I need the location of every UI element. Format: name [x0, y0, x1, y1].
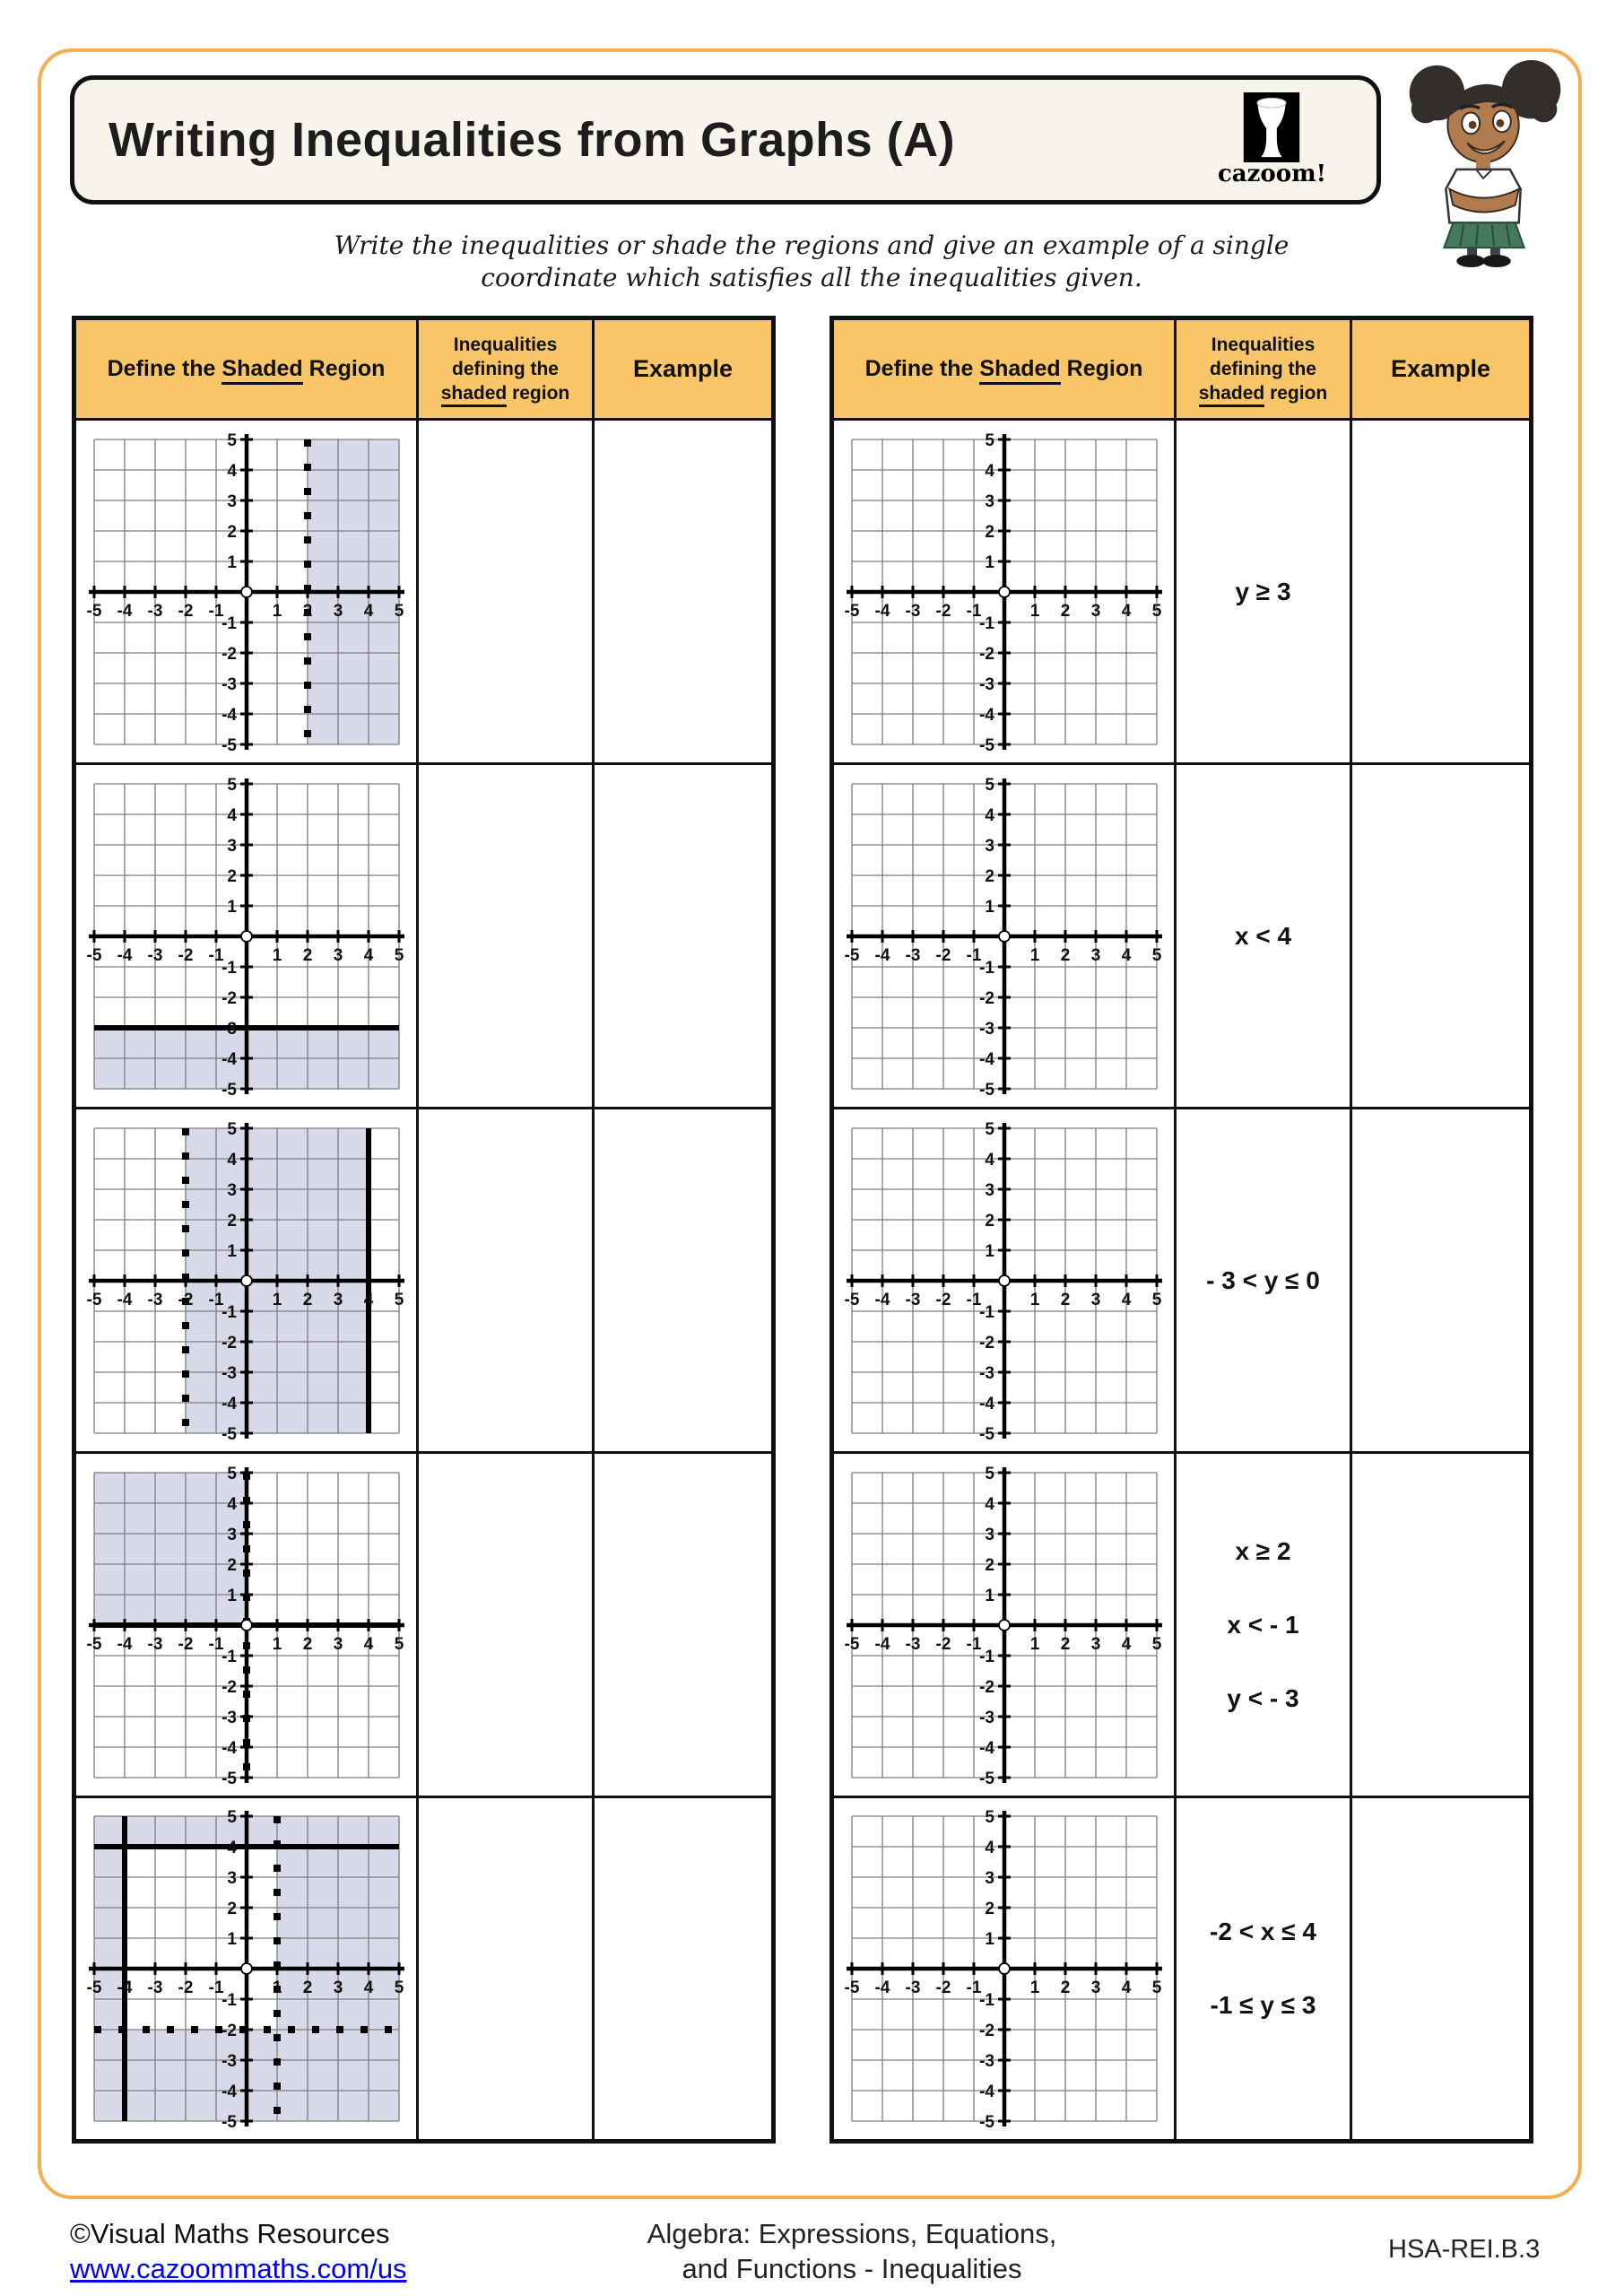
svg-text:-2: -2 — [978, 2022, 994, 2040]
header-inequalities: Inequalities defining the shaded region — [418, 318, 594, 420]
svg-text:-4: -4 — [221, 2083, 237, 2101]
svg-text:4: 4 — [363, 1290, 373, 1309]
svg-text:2: 2 — [984, 1211, 994, 1231]
svg-text:4: 4 — [1121, 601, 1131, 621]
answer-cell-inequalities — [418, 1453, 594, 1797]
svg-text:-1: -1 — [978, 1647, 994, 1666]
right-worksheet-table — [829, 316, 1533, 2144]
answer-cell-example — [594, 764, 774, 1109]
svg-text:4: 4 — [984, 461, 994, 481]
svg-text:3: 3 — [333, 1290, 343, 1309]
svg-text:2: 2 — [1060, 1634, 1070, 1654]
svg-text:-1: -1 — [221, 1991, 237, 2010]
svg-text:3: 3 — [984, 1869, 994, 1888]
answer-cell-example — [594, 1453, 774, 1797]
svg-text:3: 3 — [984, 836, 994, 856]
svg-text:5: 5 — [984, 1808, 994, 1827]
svg-text:-1: -1 — [221, 613, 237, 633]
svg-text:3: 3 — [333, 1634, 343, 1654]
svg-text:-4: -4 — [117, 1634, 132, 1654]
svg-text:-4: -4 — [117, 601, 132, 621]
svg-text:2: 2 — [302, 945, 312, 965]
svg-text:2: 2 — [1060, 1290, 1070, 1309]
footer-topic-block — [556, 2217, 1148, 2287]
svg-text:-5: -5 — [86, 1634, 101, 1654]
svg-text:4: 4 — [1121, 1290, 1131, 1309]
svg-text:4: 4 — [1121, 1634, 1131, 1654]
svg-text:-5: -5 — [844, 1979, 859, 1997]
svg-text:-3: -3 — [978, 1363, 994, 1383]
svg-text:-3: -3 — [221, 1363, 237, 1383]
svg-text:-1: -1 — [221, 958, 237, 978]
svg-text:3: 3 — [1090, 601, 1100, 621]
svg-text:2: 2 — [226, 1211, 237, 1231]
svg-text:1: 1 — [272, 1979, 282, 1997]
inequality-text: -1 ≤ y ≤ 3 — [1210, 1991, 1316, 2019]
inequality-text: x < 4 — [1234, 921, 1292, 950]
answer-cell-inequalities — [418, 420, 594, 764]
svg-text:-5: -5 — [844, 1634, 859, 1654]
given-inequalities — [1177, 1537, 1350, 1713]
svg-text:-3: -3 — [147, 945, 162, 965]
given-inequalities — [1177, 578, 1350, 606]
svg-text:4: 4 — [363, 945, 373, 965]
svg-text:-3: -3 — [221, 2052, 237, 2071]
svg-text:-3: -3 — [905, 601, 920, 621]
svg-text:-2: -2 — [178, 1634, 193, 1654]
svg-text:-3: -3 — [147, 1634, 162, 1654]
svg-text:-5: -5 — [86, 601, 101, 621]
svg-text:-4: -4 — [221, 1738, 237, 1758]
svg-text:-1: -1 — [978, 1991, 994, 2010]
svg-text:-2: -2 — [978, 644, 994, 664]
svg-text:4: 4 — [984, 1839, 994, 1857]
svg-text:1: 1 — [1029, 945, 1039, 965]
given-inequalities — [1177, 1266, 1350, 1295]
answer-cell-example — [594, 420, 774, 764]
svg-text:-2: -2 — [221, 644, 237, 664]
answer-cell-inequalities — [418, 1797, 594, 2142]
svg-text:-1: -1 — [208, 1290, 223, 1309]
answer-cell-example — [594, 1109, 774, 1453]
svg-text:-3: -3 — [147, 601, 162, 621]
svg-text:1: 1 — [272, 945, 282, 965]
svg-text:-5: -5 — [221, 735, 237, 755]
svg-text:2: 2 — [1060, 945, 1070, 965]
svg-text:-2: -2 — [935, 1634, 951, 1654]
topic-line-1: Algebra: Expressions, Equations, — [647, 2218, 1057, 2249]
shaded-region-graph — [82, 1460, 412, 1790]
copyright-text: ©Visual Maths Resources — [70, 2218, 390, 2249]
svg-text:5: 5 — [984, 430, 994, 450]
svg-text:2: 2 — [226, 1555, 237, 1575]
svg-text:-4: -4 — [117, 945, 132, 965]
svg-text:2: 2 — [984, 866, 994, 886]
student-character-illustration — [1392, 54, 1584, 267]
svg-text:3: 3 — [984, 1525, 994, 1544]
svg-text:5: 5 — [394, 945, 404, 965]
svg-text:5: 5 — [226, 775, 237, 795]
svg-text:3: 3 — [984, 491, 994, 511]
svg-text:-3: -3 — [147, 1979, 162, 1997]
svg-text:-4: -4 — [874, 601, 890, 621]
svg-text:4: 4 — [1121, 1979, 1131, 1997]
website-link[interactable]: www.cazoommaths.com/us — [70, 2252, 407, 2284]
svg-text:1: 1 — [984, 897, 994, 917]
svg-text:-5: -5 — [978, 2113, 994, 2132]
svg-text:5: 5 — [226, 430, 237, 450]
shaded-region-graph — [82, 1116, 412, 1446]
standard-code: HSA-REI.B.3 — [1388, 2235, 1541, 2264]
svg-text:3: 3 — [1090, 1290, 1100, 1309]
svg-text:4: 4 — [984, 1494, 994, 1514]
svg-text:2: 2 — [302, 1979, 312, 1997]
svg-text:-4: -4 — [874, 1979, 890, 1997]
svg-text:4: 4 — [984, 805, 994, 825]
svg-text:5: 5 — [1151, 1290, 1161, 1309]
svg-text:-5: -5 — [221, 1769, 237, 1788]
svg-text:2: 2 — [984, 1555, 994, 1575]
answer-cell-example — [1351, 1109, 1532, 1453]
svg-text:-2: -2 — [178, 1979, 193, 1997]
svg-text:-5: -5 — [978, 1080, 994, 1100]
inequality-text: y < - 3 — [1227, 1683, 1299, 1712]
svg-text:-3: -3 — [978, 2052, 994, 2071]
svg-text:1: 1 — [226, 1241, 237, 1261]
header-define-shaded-region: Define the Shaded Region — [832, 318, 1176, 420]
svg-text:4: 4 — [226, 1150, 237, 1170]
svg-text:1: 1 — [226, 552, 237, 572]
shaded-region-graph — [82, 771, 412, 1101]
svg-text:-3: -3 — [147, 1290, 162, 1309]
svg-text:1: 1 — [1029, 601, 1039, 621]
svg-text:-5: -5 — [844, 601, 859, 621]
svg-text:-2: -2 — [178, 945, 193, 965]
svg-text:1: 1 — [984, 1241, 994, 1261]
svg-text:-5: -5 — [221, 1424, 237, 1444]
svg-text:-3: -3 — [221, 1019, 237, 1039]
svg-text:4: 4 — [984, 1150, 994, 1170]
svg-text:5: 5 — [394, 1979, 404, 1997]
svg-text:5: 5 — [226, 1119, 237, 1139]
blank-graph — [839, 1116, 1169, 1446]
left-worksheet-table — [72, 316, 776, 2144]
svg-text:-2: -2 — [221, 988, 237, 1008]
svg-text:4: 4 — [363, 601, 373, 621]
svg-text:-1: -1 — [966, 601, 981, 621]
answer-cell-inequalities — [418, 1109, 594, 1453]
svg-text:-3: -3 — [905, 1634, 920, 1654]
svg-text:-4: -4 — [978, 1394, 994, 1413]
svg-text:-4: -4 — [874, 1290, 890, 1309]
svg-text:2: 2 — [1060, 1979, 1070, 1997]
svg-text:3: 3 — [226, 491, 237, 511]
svg-text:-1: -1 — [208, 1634, 223, 1654]
svg-text:-1: -1 — [978, 1302, 994, 1322]
svg-text:5: 5 — [1151, 1634, 1161, 1654]
svg-text:-4: -4 — [978, 1049, 994, 1069]
svg-text:-4: -4 — [221, 1394, 237, 1413]
svg-text:-2: -2 — [178, 601, 193, 621]
instruction-line-1: Write the inequalities or shade the regions and give an example of a single — [334, 230, 1290, 260]
svg-text:2: 2 — [984, 522, 994, 542]
svg-text:-2: -2 — [221, 1333, 237, 1352]
header-define-shaded-region: Define the Shaded Region — [74, 318, 418, 420]
instruction-line-2: coordinate which satisfies all the inequalities given. — [481, 263, 1142, 293]
header-inequalities: Inequalities defining the shaded region — [1176, 318, 1351, 420]
svg-text:-4: -4 — [978, 705, 994, 725]
given-inequalities — [1177, 1918, 1350, 2020]
answer-cell-example — [1351, 1453, 1532, 1797]
svg-text:-1: -1 — [208, 945, 223, 965]
svg-text:3: 3 — [984, 1180, 994, 1200]
svg-text:5: 5 — [984, 1464, 994, 1483]
svg-text:3: 3 — [1090, 1634, 1100, 1654]
svg-text:-3: -3 — [978, 1708, 994, 1727]
footer-copyright-block — [70, 2217, 407, 2287]
svg-text:-5: -5 — [844, 1290, 859, 1309]
svg-text:-4: -4 — [117, 1290, 132, 1309]
svg-text:-1: -1 — [978, 958, 994, 978]
svg-text:-2: -2 — [978, 1677, 994, 1697]
svg-text:2: 2 — [226, 866, 237, 886]
svg-text:3: 3 — [1090, 1979, 1100, 1997]
svg-text:-1: -1 — [208, 601, 223, 621]
svg-text:3: 3 — [333, 945, 343, 965]
svg-text:-1: -1 — [208, 1979, 223, 1997]
header-example: Example — [1351, 318, 1532, 420]
svg-text:-1: -1 — [221, 1302, 237, 1322]
svg-text:-4: -4 — [117, 1979, 132, 1997]
svg-text:3: 3 — [226, 1525, 237, 1544]
svg-text:-4: -4 — [221, 1049, 237, 1069]
svg-text:2: 2 — [302, 601, 312, 621]
svg-text:4: 4 — [363, 1634, 373, 1654]
title-box — [70, 75, 1381, 204]
svg-text:-2: -2 — [935, 1979, 951, 1997]
svg-text:-3: -3 — [221, 674, 237, 694]
svg-text:-1: -1 — [966, 1634, 981, 1654]
svg-text:1: 1 — [226, 897, 237, 917]
shaded-region-graph — [82, 427, 412, 757]
svg-text:-3: -3 — [905, 945, 920, 965]
svg-text:1: 1 — [984, 1586, 994, 1605]
svg-text:5: 5 — [984, 775, 994, 795]
svg-text:4: 4 — [226, 805, 237, 825]
svg-text:-4: -4 — [874, 1634, 890, 1654]
inequality-text: -2 < x ≤ 4 — [1210, 1918, 1316, 1945]
blank-graph — [839, 1460, 1169, 1790]
worksheet-instructions — [224, 230, 1399, 295]
svg-text:-2: -2 — [978, 1333, 994, 1352]
svg-text:3: 3 — [226, 836, 237, 856]
svg-text:1: 1 — [272, 1634, 282, 1654]
svg-text:-3: -3 — [905, 1979, 920, 1997]
drum-icon — [1243, 92, 1300, 162]
svg-text:-2: -2 — [935, 945, 951, 965]
svg-text:-3: -3 — [978, 674, 994, 694]
svg-text:-3: -3 — [978, 1019, 994, 1039]
svg-text:1: 1 — [984, 552, 994, 572]
svg-text:5: 5 — [394, 1634, 404, 1654]
svg-text:-2: -2 — [178, 1290, 193, 1309]
svg-text:2: 2 — [226, 522, 237, 542]
inequality-text: x ≥ 2 — [1235, 1536, 1291, 1565]
svg-text:4: 4 — [1121, 945, 1131, 965]
svg-text:4: 4 — [363, 1979, 373, 1997]
svg-text:-2: -2 — [935, 601, 951, 621]
svg-text:1: 1 — [226, 1586, 237, 1605]
svg-text:3: 3 — [226, 1180, 237, 1200]
svg-text:-1: -1 — [966, 945, 981, 965]
blank-graph — [839, 1804, 1169, 2134]
svg-text:-1: -1 — [966, 1290, 981, 1309]
svg-text:-2: -2 — [221, 1677, 237, 1697]
svg-text:-4: -4 — [978, 1738, 994, 1758]
svg-text:-3: -3 — [221, 1708, 237, 1727]
blank-graph — [839, 427, 1169, 757]
svg-text:-1: -1 — [966, 1979, 981, 1997]
blank-graph — [839, 771, 1169, 1101]
svg-text:5: 5 — [984, 1119, 994, 1139]
svg-text:3: 3 — [333, 1979, 343, 1997]
svg-text:-5: -5 — [844, 945, 859, 965]
svg-text:-5: -5 — [978, 735, 994, 755]
svg-text:-2: -2 — [935, 1290, 951, 1309]
svg-text:2: 2 — [1060, 601, 1070, 621]
svg-text:3: 3 — [226, 1869, 237, 1888]
shaded-region-graph — [82, 1804, 412, 2134]
svg-text:5: 5 — [226, 1464, 237, 1483]
svg-text:-5: -5 — [86, 1979, 101, 1997]
inequality-text: x < - 1 — [1227, 1610, 1299, 1639]
svg-text:-4: -4 — [874, 945, 890, 965]
svg-text:4: 4 — [226, 461, 237, 481]
inequality-text: y ≥ 3 — [1235, 577, 1291, 605]
svg-text:-4: -4 — [221, 705, 237, 725]
svg-text:-5: -5 — [221, 1080, 237, 1100]
answer-cell-inequalities — [418, 764, 594, 1109]
svg-text:5: 5 — [394, 1290, 404, 1309]
logo-wordmark: cazoom! — [1217, 161, 1326, 187]
svg-text:-5: -5 — [978, 1424, 994, 1444]
svg-text:4: 4 — [226, 1839, 237, 1857]
svg-text:-1: -1 — [221, 1647, 237, 1666]
page-title: Writing Inequalities from Graphs (A) — [109, 113, 956, 167]
header-example: Example — [594, 318, 774, 420]
svg-text:-5: -5 — [86, 1290, 101, 1309]
svg-text:1: 1 — [226, 1930, 237, 1949]
svg-text:-1: -1 — [978, 613, 994, 633]
svg-text:5: 5 — [1151, 1979, 1161, 1997]
svg-text:5: 5 — [1151, 601, 1161, 621]
svg-text:-5: -5 — [221, 2113, 237, 2132]
svg-text:-2: -2 — [978, 988, 994, 1008]
answer-cell-example — [1351, 764, 1532, 1109]
svg-text:5: 5 — [226, 1808, 237, 1827]
svg-text:5: 5 — [394, 601, 404, 621]
svg-text:3: 3 — [333, 601, 343, 621]
svg-text:-2: -2 — [221, 2022, 237, 2040]
svg-text:5: 5 — [1151, 945, 1161, 965]
svg-text:2: 2 — [984, 1900, 994, 1918]
svg-text:-5: -5 — [978, 1769, 994, 1788]
svg-text:2: 2 — [226, 1900, 237, 1918]
svg-text:1: 1 — [1029, 1634, 1039, 1654]
svg-text:2: 2 — [302, 1634, 312, 1654]
answer-cell-example — [1351, 420, 1532, 764]
svg-text:1: 1 — [1029, 1290, 1039, 1309]
svg-text:2: 2 — [302, 1290, 312, 1309]
svg-text:3: 3 — [1090, 945, 1100, 965]
cazoom-logo — [1218, 92, 1326, 187]
svg-text:-3: -3 — [905, 1290, 920, 1309]
svg-text:1: 1 — [984, 1930, 994, 1949]
svg-text:1: 1 — [272, 1290, 282, 1309]
svg-text:4: 4 — [226, 1494, 237, 1514]
given-inequalities — [1177, 922, 1350, 951]
svg-text:-5: -5 — [86, 945, 101, 965]
inequality-text: - 3 < y ≤ 0 — [1206, 1265, 1320, 1294]
answer-cell-example — [594, 1797, 774, 2142]
svg-text:1: 1 — [272, 601, 282, 621]
svg-text:-4: -4 — [978, 2083, 994, 2101]
topic-line-2: and Functions - Inequalities — [682, 2252, 1022, 2284]
svg-text:1: 1 — [1029, 1979, 1039, 1997]
answer-cell-example — [1351, 1797, 1532, 2142]
